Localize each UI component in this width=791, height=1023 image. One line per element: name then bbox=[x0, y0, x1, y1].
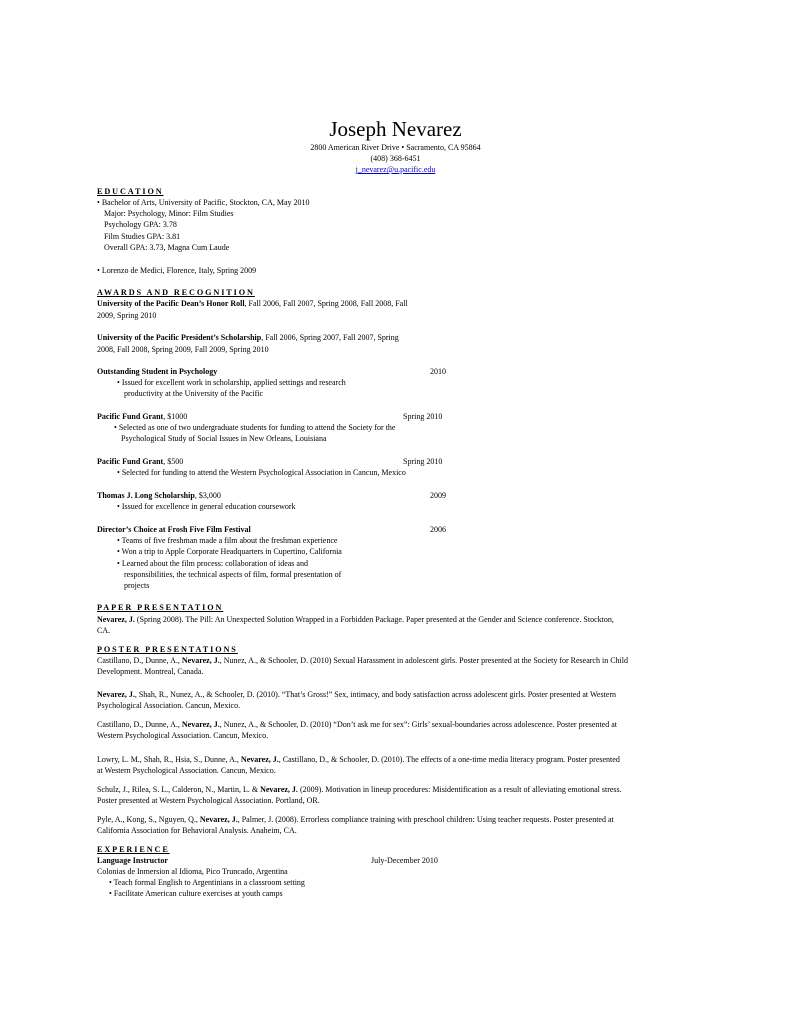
deans-honor-roll bbox=[97, 298, 408, 309]
email-line bbox=[0, 164, 791, 175]
poster-authors: Castillano, D., Dunne, A., bbox=[97, 720, 182, 729]
poster-author-highlight: Nevarez, J. bbox=[240, 755, 279, 764]
poster-author-highlight: Nevarez, J. bbox=[260, 785, 298, 794]
poster-citation: , Nunez, A., & Schooler, D. (2010) “Don’t ask me for sex”: Girls’ sexual-boundaries across adolescence. Poster presented at bbox=[219, 720, 617, 729]
grant1-title bbox=[97, 411, 187, 422]
grant1-bullet-cont: Psychological Study of Social Issues in New Orleans, Louisiana bbox=[121, 434, 327, 443]
address: 2800 American River Drive • Sacramento, CA 95864 bbox=[310, 143, 481, 152]
grant1-date: Spring 2010 bbox=[403, 412, 443, 421]
poster-authors: Schulz, J., Rilea, S. L., Calderon, N., Martin, L. & bbox=[97, 785, 261, 794]
long-scholarship-date: 2009 bbox=[430, 491, 446, 500]
poster-entry-1-cont: Development. Montreal, Canada. bbox=[97, 667, 204, 676]
poster-authors: Pyle, A., Kong, S., Nguyen, Q., bbox=[97, 815, 200, 824]
email-link[interactable]: j_nevarez@u.pacific.edu bbox=[355, 165, 436, 174]
frosh-five-bullet-3-cont2: projects bbox=[124, 581, 150, 590]
poster-author-highlight: Nevarez, J. bbox=[181, 720, 220, 729]
poster-entry-2 bbox=[97, 689, 616, 700]
frosh-five-bullet-3-cont: responsibilities, the technical aspects of film, formal presentation of bbox=[124, 570, 342, 579]
poster-citation: , Palmer, J. (2008). Errorless compliance training with preschool children: Using teacher requests. Poster presented at bbox=[237, 815, 614, 824]
poster-entry-6-cont: California Association for Behavioral Analysis. Anaheim, CA. bbox=[97, 826, 297, 835]
poster-entry-2-cont: Psychological Association. Cancun, Mexico. bbox=[97, 701, 241, 710]
poster-author-highlight: Nevarez, J. bbox=[181, 656, 220, 665]
frosh-five-bullet-3: • Learned about the film process: collaboration of ideas and bbox=[117, 558, 308, 569]
frosh-five-title: Director’s Choice at Frosh Five Film Festival bbox=[97, 525, 251, 534]
poster-entry-3-cont: Western Psychological Association. Cancun, Mexico. bbox=[97, 731, 269, 740]
award-amount: , $3,000 bbox=[194, 491, 221, 500]
education-major: Major: Psychology, Minor: Film Studies bbox=[104, 209, 234, 218]
award-detail: , Fall 2006, Spring 2007, Fall 2007, Spring bbox=[261, 333, 399, 342]
poster-entry-5 bbox=[97, 784, 622, 795]
long-scholarship-bullet: • Issued for excellence in general education coursework bbox=[117, 501, 296, 512]
award-title: Thomas J. Long Scholarship bbox=[97, 491, 195, 500]
poster-citation: , Shah, R., Nunez, A., & Schooler, D. (2010). “That’s Gross!” Sex, intimacy, and body satisfaction across adolescent girls. Poster presented at Western bbox=[134, 690, 616, 699]
long-scholarship-title bbox=[97, 490, 221, 501]
poster-authors: Castillano, D., Dunne, A., bbox=[97, 656, 182, 665]
education-overall-gpa: Overall GPA: 3.73, Magna Cum Laude bbox=[104, 243, 230, 252]
posters-heading: POSTER PRESENTATIONS bbox=[97, 645, 238, 654]
poster-entry-6 bbox=[97, 814, 614, 825]
frosh-five-bullet-1: • Teams of five freshman made a film about the freshman experience bbox=[117, 535, 337, 546]
award-title: Pacific Fund Grant bbox=[97, 457, 164, 466]
poster-entry-5-cont: Poster presented at Western Psychological Association. Portland, OR. bbox=[97, 796, 320, 805]
poster-entry-4 bbox=[97, 754, 620, 765]
phone: (408) 368-6451 bbox=[370, 154, 421, 163]
outstanding-student-title: Outstanding Student in Psychology bbox=[97, 367, 218, 376]
education-film-gpa: Film Studies GPA: 3.81 bbox=[104, 232, 181, 241]
awards-heading: AWARDS AND RECOGNITION bbox=[97, 288, 255, 297]
president-scholarship bbox=[97, 332, 399, 343]
resume-name: Joseph Nevarez bbox=[329, 117, 462, 141]
paper-citation: (Spring 2008). The Pill: An Unexpected Solution Wrapped in a Forbidden Package. Paper presented at the Gender and Science conference. Stockton, bbox=[134, 615, 614, 624]
education-psych-gpa: Psychology GPA: 3.78 bbox=[104, 220, 177, 229]
award-detail: , Fall 2006, Fall 2007, Spring 2008, Fall 2008, Fall bbox=[244, 299, 408, 308]
award-title: University of the Pacific President’s Scholarship bbox=[97, 333, 262, 342]
job-title: Language Instructor bbox=[97, 856, 168, 865]
deans-honor-roll-cont: 2009, Spring 2010 bbox=[97, 311, 157, 320]
education-abroad: • Lorenzo de Medici, Florence, Italy, Spring 2009 bbox=[97, 265, 256, 276]
grant2-bullet: • Selected for funding to attend the Western Psychological Association in Cancun, Mexico bbox=[117, 467, 406, 478]
poster-entry-3 bbox=[97, 719, 617, 730]
paper-heading: PAPER PRESENTATION bbox=[97, 603, 224, 612]
job-bullet-2: • Facilitate American culture exercises at youth camps bbox=[109, 888, 283, 899]
award-title: University of the Pacific Dean’s Honor Roll bbox=[97, 299, 245, 308]
poster-entry-1 bbox=[97, 655, 628, 666]
poster-authors: Lowry, L. M., Shah, R., Hsia, S., Dunne, A., bbox=[97, 755, 241, 764]
experience-heading: EXPERIENCE bbox=[97, 845, 170, 854]
award-title: Pacific Fund Grant bbox=[97, 412, 164, 421]
job-date: July-December 2010 bbox=[371, 856, 438, 865]
paper-author: Nevarez, J. bbox=[97, 615, 135, 624]
education-degree: • Bachelor of Arts, University of Pacific, Stockton, CA, May 2010 bbox=[97, 197, 310, 208]
job-bullet-1: • Teach formal English to Argentinians in a classroom setting bbox=[109, 877, 305, 888]
poster-entry-4-cont: at Western Psychological Association. Cancun, Mexico. bbox=[97, 766, 276, 775]
poster-citation: , Castillano, D., & Schooler, D. (2010). The effects of a one-time media literacy program. Poster presented bbox=[278, 755, 620, 764]
award-amount: , $1000 bbox=[163, 412, 188, 421]
outstanding-student-date: 2010 bbox=[430, 367, 446, 376]
job-organization: Colonias de Inmersion al Idioma, Pico Truncado, Argentina bbox=[97, 867, 288, 876]
poster-author-highlight: Nevarez, J. bbox=[199, 815, 238, 824]
grant2-date: Spring 2010 bbox=[403, 457, 443, 466]
grant1-bullet: • Selected as one of two undergraduate students for funding to attend the Society for the bbox=[114, 422, 395, 433]
paper-entry bbox=[97, 614, 614, 625]
paper-entry-cont: CA. bbox=[97, 626, 111, 635]
award-amount: , $500 bbox=[163, 457, 184, 466]
outstanding-student-bullet-cont: productivity at the University of the Pacific bbox=[124, 389, 264, 398]
outstanding-student-bullet: • Issued for excellent work in scholarship, applied settings and research bbox=[117, 377, 346, 388]
poster-citation: (2009). Motivation in lineup procedures: Misidentification as a result of alleviating emotional stress. bbox=[297, 785, 622, 794]
poster-citation: , Nunez, A., & Schooler, D. (2010) Sexual Harassment in adolescent girls. Poster presented at the Society for Research in Child bbox=[219, 656, 628, 665]
president-scholarship-cont: 2008, Fall 2008, Spring 2009, Fall 2009, Spring 2010 bbox=[97, 345, 269, 354]
education-heading: EDUCATION bbox=[97, 187, 164, 196]
frosh-five-bullet-2: • Won a trip to Apple Corporate Headquarters in Cupertino, California bbox=[117, 546, 342, 557]
frosh-five-date: 2006 bbox=[430, 525, 446, 534]
poster-author-highlight: Nevarez, J. bbox=[97, 690, 135, 699]
grant2-title bbox=[97, 456, 183, 467]
